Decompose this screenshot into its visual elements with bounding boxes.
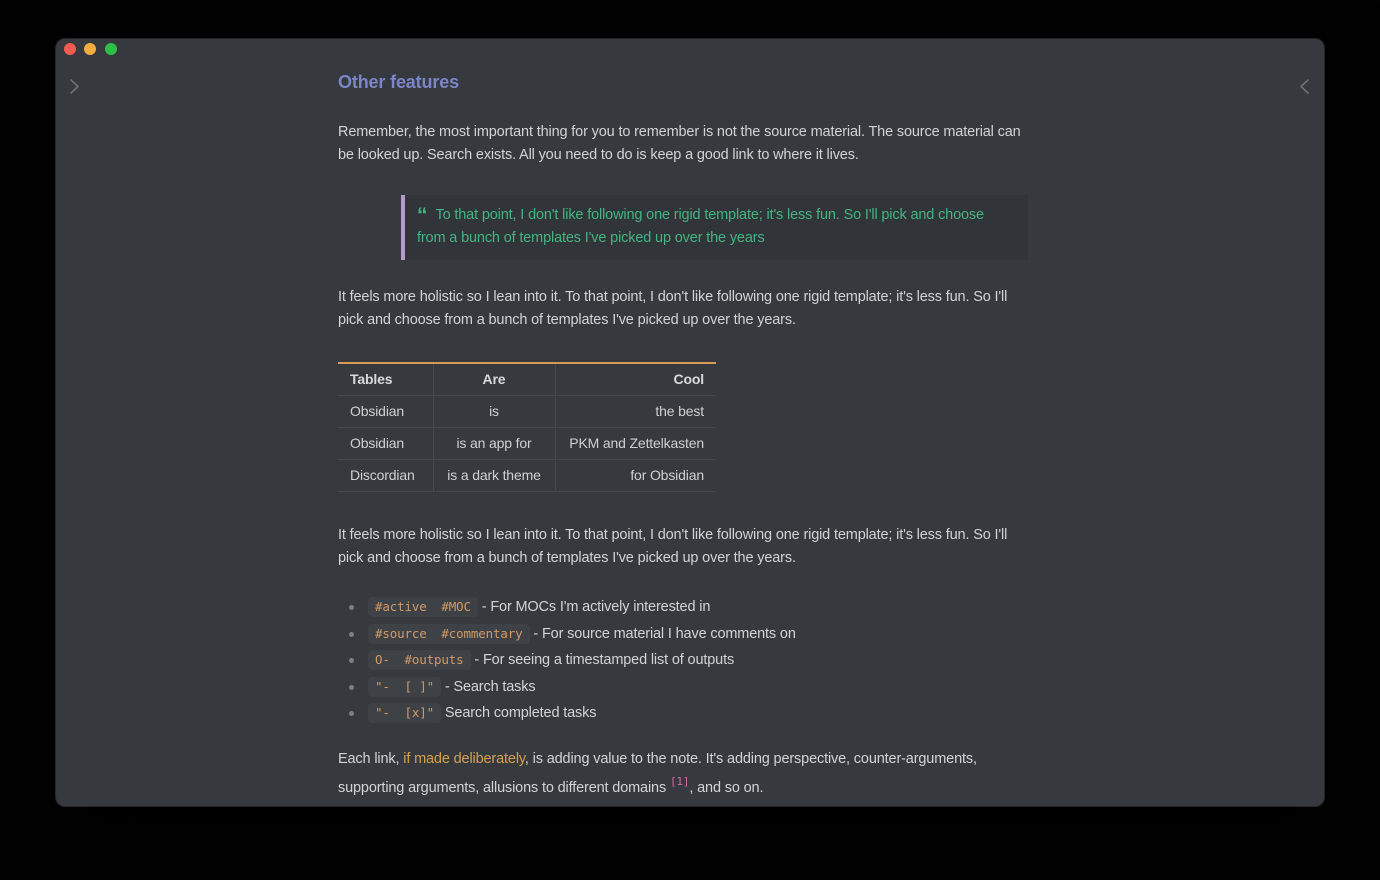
table-header-row — [338, 363, 716, 396]
table-cell: Discordian — [338, 460, 433, 492]
bullet-icon — [349, 605, 354, 610]
inline-code: "- [ ]" — [368, 677, 441, 697]
list-item-text: - Search tasks — [441, 678, 536, 695]
bullet-icon — [349, 685, 354, 690]
table-header-cell: Tables — [338, 363, 433, 396]
section-heading: Other features — [338, 72, 459, 92]
list-item-text: - For MOCs I'm actively interested in — [477, 599, 711, 615]
zoom-button[interactable] — [105, 43, 117, 55]
blockquote — [401, 195, 1028, 260]
quote-icon: “ — [417, 204, 426, 227]
bullet-icon — [349, 658, 354, 663]
table-row — [338, 428, 716, 460]
paragraph-3: It feels more holistic so I lean into it. To that point, I don't like following one rigid template; it's less fun. So I'll pick and choose from a bunch of templates I've picked up over the years. — [338, 527, 1008, 566]
markdown-table — [338, 362, 716, 492]
bullet-icon — [349, 711, 354, 716]
table-cell: for Obsidian — [555, 460, 716, 492]
note-content — [338, 69, 1028, 803]
close-button[interactable] — [64, 43, 76, 55]
table-row — [338, 396, 716, 428]
expand-left-sidebar-icon[interactable] — [65, 77, 83, 95]
table-row — [338, 460, 716, 492]
inline-code: "- [x]" — [368, 703, 441, 723]
paragraph-2: It feels more holistic so I lean into it. To that point, I don't like following one rigid template; it's less fun. So I'll pick and choose from a bunch of templates I've picked up over the years. — [338, 289, 1008, 328]
app-window — [55, 38, 1325, 807]
list-item — [338, 647, 1028, 674]
footnote-ref[interactable]: [1] — [669, 774, 690, 788]
list-item — [338, 621, 1028, 648]
list-item-text: - For seeing a timestamped list of outputs — [470, 652, 735, 668]
table-header-cell: Cool — [555, 363, 716, 396]
paragraph-1: Remember, the most important thing for you to remember is not the source material. The source material can be looked up. Search exists. All you need to do is keep a good link to where it lives. — [338, 124, 1021, 163]
expand-right-sidebar-icon[interactable] — [1296, 77, 1314, 95]
paragraph-4 — [338, 745, 1028, 803]
table-cell: is a dark theme — [433, 460, 555, 492]
titlebar — [56, 39, 1324, 69]
list-item — [338, 700, 1028, 727]
list-item — [338, 674, 1028, 701]
table-cell: is — [433, 396, 555, 428]
list-item — [338, 594, 1028, 621]
paragraph-text: Each link, — [338, 750, 404, 767]
table-cell: PKM and Zettelkasten — [555, 428, 716, 460]
blockquote-text: To that point, I don't like following one rigid template; it's less fun. So I'll pick and choose from a bunch of templates I've picked up over the years — [417, 207, 984, 246]
paragraph-text: , is adding value to the note. It's adding perspective, counter-arguments, supporting arguments, allusions to different domains — [338, 750, 981, 796]
inline-code: O- #outputs — [368, 650, 471, 670]
minimize-button[interactable] — [84, 43, 96, 55]
table-cell: Obsidian — [338, 428, 433, 460]
list-item-text: Search completed tasks — [441, 705, 597, 721]
table-cell: Obsidian — [338, 396, 433, 428]
table-header-cell: Are — [433, 363, 555, 396]
paragraph-text: , and so on. — [689, 779, 764, 796]
bullet-list — [338, 594, 1028, 727]
list-item-text: - For source material I have comments on — [529, 625, 796, 642]
bullet-icon — [349, 632, 354, 637]
table-cell: the best — [555, 396, 716, 428]
inline-code: #source #commentary — [368, 624, 530, 644]
table-cell: is an app for — [433, 428, 555, 460]
internal-link[interactable]: if made deliberately — [403, 750, 525, 767]
inline-code: #active #MOC — [368, 597, 478, 617]
